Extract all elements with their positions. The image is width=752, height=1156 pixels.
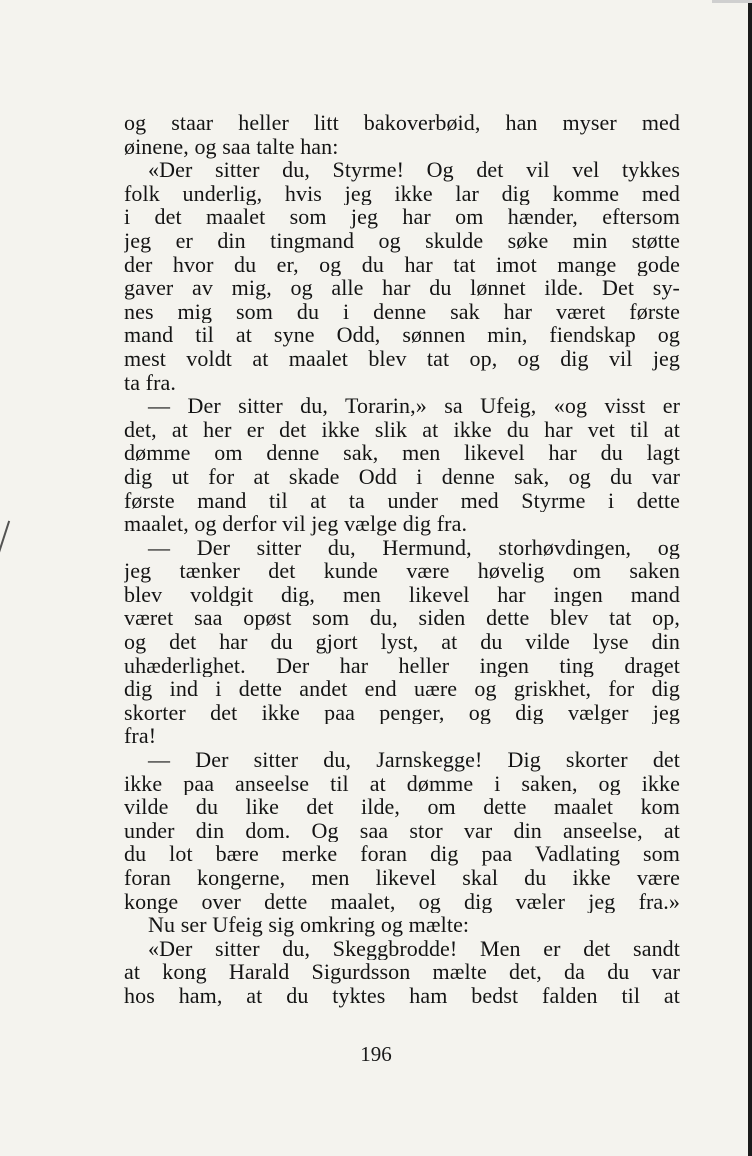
text-line: du lot bære merke foran dig paa Vadlating som bbox=[124, 842, 680, 866]
text-line: hos ham, at du tyktes ham bedst falden til at bbox=[124, 983, 680, 1008]
text-line: gaver av mig, og alle har du lønnet ilde. Det sy- bbox=[124, 276, 680, 300]
text-line: dig ind i dette andet end uære og griskhet, for dig bbox=[124, 677, 680, 701]
margin-mark bbox=[0, 521, 10, 560]
text-line: — Der sitter du, Torarin,» sa Ufeig, «og visst er bbox=[148, 394, 680, 418]
page-edge-shadow bbox=[748, 0, 752, 1156]
text-line: «Der sitter du, Skeggbrodde! Men er det sandt bbox=[148, 936, 680, 961]
text-line: Nu ser Ufeig sig omkring og mælte: bbox=[148, 912, 470, 938]
page-number: 196 bbox=[360, 1042, 392, 1066]
text-line: fra! bbox=[124, 723, 157, 749]
text-line: jeg tænker det kunde være høvelig om saken bbox=[124, 559, 680, 583]
text-line: og det har du gjort lyst, at du vilde lyse din bbox=[124, 630, 680, 654]
text-line: mest voldt at maalet blev tat op, og dig vil jeg bbox=[124, 346, 680, 371]
text-line: første mand til at ta under med Styrme i dette bbox=[124, 488, 680, 513]
text-line: der hvor du er, og du har tat imot mange gode bbox=[124, 252, 680, 277]
text-line: uhæderlighet. Der har heller ingen ting draget bbox=[124, 653, 680, 678]
text-line: at kong Harald Sigurdsson mælte det, da du var bbox=[124, 960, 680, 984]
text-line: jeg er din tingmand og skulde søke min støtte bbox=[124, 228, 680, 253]
text-line: skorter det ikke paa penger, og dig vælger jeg bbox=[124, 700, 680, 725]
text-line: folk underlig, hvis jeg ikke lar dig komme med bbox=[124, 181, 680, 206]
text-line: blev voldgit dig, men likevel har ingen mand bbox=[124, 582, 680, 607]
text-line: været saa opøst som du, siden dette blev tat op, bbox=[124, 606, 680, 631]
text-line: det, at her er det ikke slik at ikke du har vet til at bbox=[124, 417, 680, 442]
text-line: ikke paa anseelse til at dømme i saken, og ikke bbox=[124, 771, 680, 796]
text-line: foran kongerne, men likevel skal du ikke være bbox=[124, 866, 680, 890]
page-corner bbox=[712, 0, 752, 3]
text-line: vilde du like det ilde, om dette maalet kom bbox=[124, 795, 680, 819]
text-line: — Der sitter du, Hermund, storhøvdingen, og bbox=[148, 535, 680, 560]
text-line: konge over dette maalet, og dig væler jeg fra.» bbox=[124, 889, 680, 914]
text-line: dømme om denne sak, men likevel har du lagt bbox=[124, 441, 680, 465]
text-line: «Der sitter du, Styrme! Og det vil vel tykkes bbox=[148, 158, 680, 182]
text-line: — Der sitter du, Jarnskegge! Dig skorter det bbox=[148, 748, 680, 772]
text-line: under din dom. Og saa stor var din anseelse, at bbox=[124, 818, 680, 843]
text-line: dig ut for at skade Odd i denne sak, og du var bbox=[124, 464, 680, 489]
text-line: mand til at syne Odd, sønnen min, fiendskap og bbox=[124, 323, 680, 347]
text-line: nes mig som du i denne sak har været første bbox=[124, 299, 680, 324]
text-line: og staar heller litt bakoverbøid, han myser med bbox=[124, 111, 680, 135]
text-line: maalet, og derfor vil jeg vælge dig fra. bbox=[124, 511, 468, 537]
text-line: ta fra. bbox=[124, 369, 176, 395]
text-line: i det maalet som jeg har om hænder, eftersom bbox=[124, 205, 680, 229]
body-text bbox=[124, 111, 680, 1008]
text-line: øinene, og saa talte han: bbox=[124, 133, 339, 159]
